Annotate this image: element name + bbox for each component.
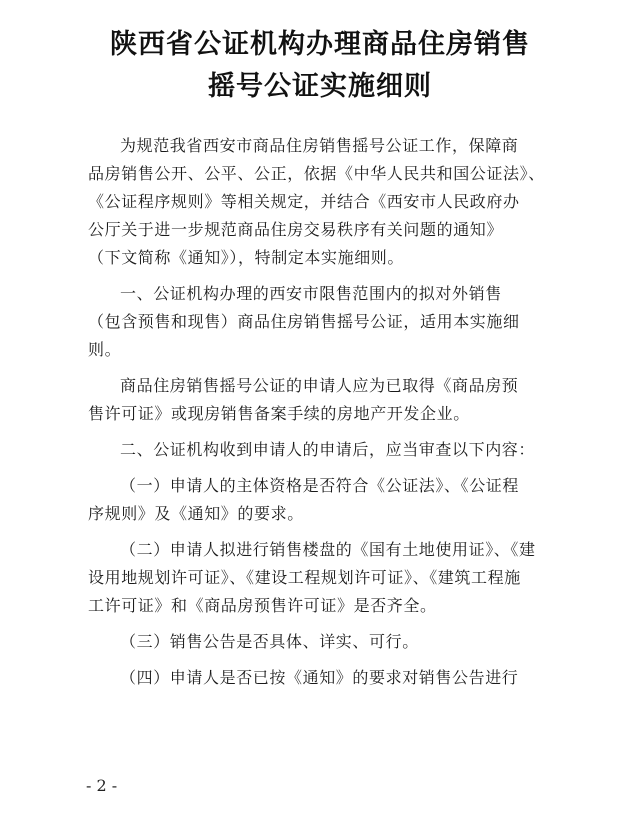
- paragraph-line: 商品住房销售摇号公证的申请人应为已取得《商品房预: [120, 376, 519, 395]
- paragraph-line: 《公证程序规则》等相关规定，并结合《西安市人民政府办: [88, 192, 520, 211]
- paragraph: [88, 280, 558, 364]
- paragraph-line: 序规则》及《通知》的要求。: [88, 504, 304, 523]
- document-body: [88, 132, 558, 692]
- paragraph: [88, 472, 558, 528]
- paragraph: [88, 664, 558, 692]
- paragraph-line: 则。: [88, 340, 122, 359]
- document-title-line-1: 陕西省公证机构办理商品住房销售: [110, 29, 530, 60]
- paragraph-line: 二、公证机构收到申请人的申请后，应当审查以下内容：: [120, 440, 536, 459]
- paragraph: [88, 132, 558, 272]
- paragraph: [88, 628, 558, 656]
- paragraph-line: （一）申请人的主体资格是否符合《公证法》、《公证程: [120, 476, 520, 495]
- paragraph: [88, 372, 558, 428]
- paragraph: [88, 436, 558, 464]
- paragraph-line: （下文简称《通知》），特制定本实施细则。: [88, 248, 405, 267]
- paragraph-line: 公厅关于进一步规范商品住房交易秩序有关问题的通知》: [88, 220, 504, 239]
- paragraph-line: 一、公证机构办理的西安市限售范围内的拟对外销售: [120, 284, 502, 303]
- paragraph-line: 为规范我省西安市商品住房销售摇号公证工作，保障商: [120, 136, 519, 155]
- paragraph-line: 品房销售公开、公平、公正，依据《中华人民共和国公证法》、: [88, 164, 545, 183]
- paragraph: [88, 536, 558, 620]
- page-number: - 2 -: [86, 776, 118, 795]
- paragraph-line: （四）申请人是否已按《通知》的要求对销售公告进行: [120, 668, 519, 687]
- paragraph-line: 工许可证》和《商品房预售许可证》是否齐全。: [88, 596, 437, 615]
- paragraph-line: 售许可证》或现房销售备案手续的房地产开发企业。: [88, 404, 470, 423]
- paragraph-line: （包含预售和现售）商品住房销售摇号公证，适用本实施细: [88, 312, 520, 331]
- paragraph-line: （三）销售公告是否具体、详实、可行。: [120, 632, 419, 651]
- document-title-line-2: 摇号公证实施细则: [208, 71, 432, 102]
- paragraph-line: （二）申请人拟进行销售楼盘的《国有土地使用证》、《建: [120, 540, 536, 559]
- paragraph-line: 设用地规划许可证》、《建设工程规划许可证》、《建筑工程施: [88, 568, 521, 587]
